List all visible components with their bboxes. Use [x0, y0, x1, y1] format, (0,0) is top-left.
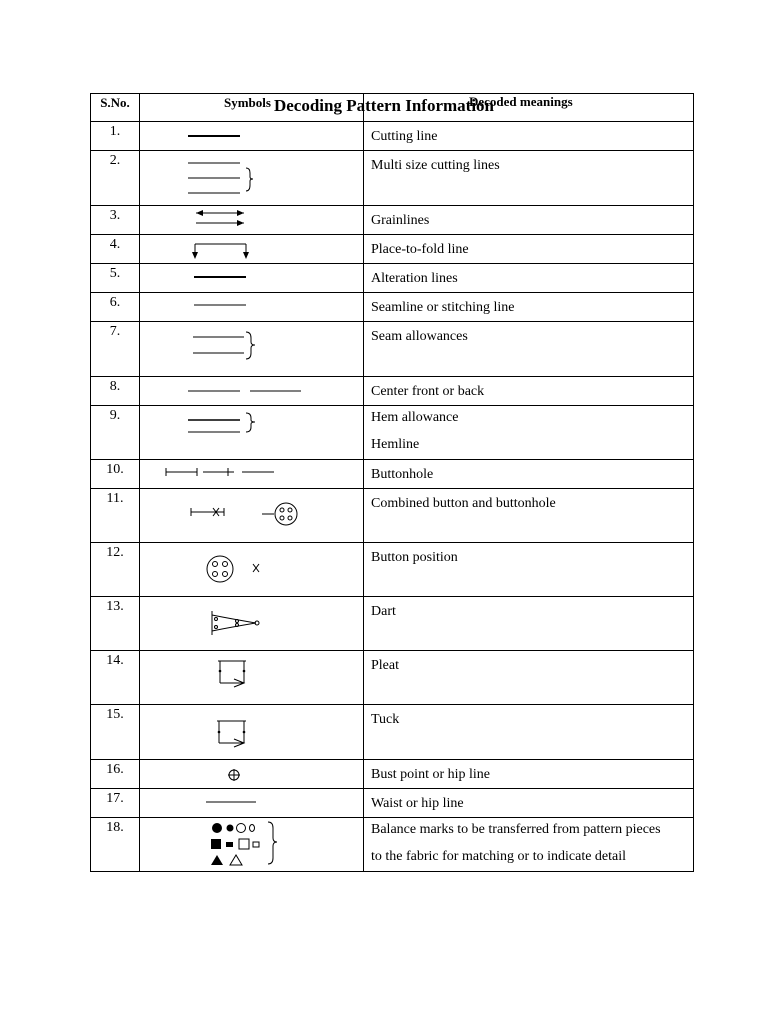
meaning-text: Hemline — [371, 437, 420, 452]
header-sno: S.No. — [91, 94, 140, 122]
place-to-fold-icon — [140, 235, 363, 261]
row-number: 13. — [91, 597, 140, 651]
meaning-text: Alteration lines — [371, 271, 458, 286]
seamline-icon — [140, 293, 363, 319]
alteration-lines-icon — [140, 264, 363, 290]
meaning-text: Multi size cutting lines — [371, 158, 500, 173]
pattern-table — [90, 93, 694, 872]
meaning-cell — [364, 264, 694, 293]
table-row — [91, 818, 694, 872]
dart-icon — [140, 597, 363, 650]
row-number: 1. — [91, 122, 140, 151]
meaning-text: Seamline or stitching line — [371, 300, 515, 315]
button-position-icon — [140, 543, 363, 596]
bust-point-icon — [140, 760, 363, 786]
multi-size-lines-icon — [140, 151, 363, 205]
table-row — [91, 264, 694, 293]
cutting-line-icon — [140, 122, 363, 148]
row-number: 10. — [91, 460, 140, 489]
row-number: 2. — [91, 151, 140, 206]
center-front-back-icon — [140, 377, 363, 403]
row-number: 18. — [91, 818, 140, 872]
meaning-cell — [364, 293, 694, 322]
meaning-cell — [364, 760, 694, 789]
row-number: 9. — [91, 406, 140, 460]
meaning-cell — [364, 151, 694, 206]
pleat-icon — [140, 651, 363, 704]
table-row — [91, 122, 694, 151]
row-number: 5. — [91, 264, 140, 293]
meaning-text: Tuck — [371, 712, 400, 727]
symbol-cell — [140, 705, 364, 760]
symbol-cell — [140, 151, 364, 206]
meaning-cell — [364, 705, 694, 760]
meaning-cell — [364, 322, 694, 377]
meaning-cell — [364, 489, 694, 543]
table-row — [91, 235, 694, 264]
table-row — [91, 406, 694, 460]
meaning-text: Place-to-fold line — [371, 242, 469, 257]
meaning-cell — [364, 235, 694, 264]
row-number: 7. — [91, 322, 140, 377]
symbol-cell — [140, 235, 364, 264]
table-row — [91, 789, 694, 818]
meaning-text: Cutting line — [371, 129, 438, 144]
header-row — [91, 94, 694, 122]
meaning-text: to the fabric for matching or to indicate detail — [371, 849, 627, 864]
meaning-text: Pleat — [371, 658, 399, 673]
seam-allowance-icon — [140, 322, 363, 376]
meaning-text: Button position — [371, 550, 458, 565]
meaning-text: Waist or hip line — [371, 796, 464, 811]
meaning-text: Dart — [371, 604, 396, 619]
symbol-cell — [140, 489, 364, 543]
symbol-cell — [140, 322, 364, 377]
row-number: 4. — [91, 235, 140, 264]
symbol-cell — [140, 206, 364, 235]
meaning-text: Buttonhole — [371, 467, 434, 482]
row-number: 16. — [91, 760, 140, 789]
row-number: 11. — [91, 489, 140, 543]
tuck-icon — [140, 705, 363, 759]
button-and-buttonhole-icon — [140, 489, 363, 542]
row-number: 3. — [91, 206, 140, 235]
meaning-text: Seam allowances — [371, 329, 468, 344]
meaning-cell — [364, 406, 694, 460]
meaning-cell — [364, 206, 694, 235]
meaning-cell — [364, 543, 694, 597]
table-row — [91, 651, 694, 705]
symbol-cell — [140, 264, 364, 293]
table-row — [91, 543, 694, 597]
meaning-cell — [364, 597, 694, 651]
meaning-cell — [364, 377, 694, 406]
row-number: 15. — [91, 705, 140, 760]
symbol-cell — [140, 293, 364, 322]
meaning-text: Bust point or hip line — [371, 767, 490, 782]
meaning-text: Center front or back — [371, 384, 485, 399]
table-row — [91, 760, 694, 789]
symbol-cell — [140, 543, 364, 597]
table-row — [91, 293, 694, 322]
meaning-text: Combined button and buttonhole — [371, 496, 556, 511]
grainline-arrow-icon — [140, 206, 363, 232]
symbol-cell — [140, 406, 364, 460]
buttonhole-icon — [140, 460, 363, 486]
meaning-cell — [364, 651, 694, 705]
table-row — [91, 206, 694, 235]
table-row — [91, 597, 694, 651]
hem-allowance-icon — [140, 406, 363, 459]
balance-marks-icon — [140, 818, 363, 871]
symbol-cell — [140, 377, 364, 406]
meaning-text: Hem allowance — [371, 410, 459, 425]
table-row — [91, 151, 694, 206]
meaning-cell — [364, 789, 694, 818]
meaning-cell — [364, 818, 694, 872]
table-row — [91, 705, 694, 760]
meaning-cell — [364, 460, 694, 489]
meaning-text: Grainlines — [371, 213, 430, 228]
table-row — [91, 460, 694, 489]
meaning-text: Balance marks to be transferred from pattern pieces — [371, 822, 661, 837]
waist-hip-line-icon — [140, 789, 363, 815]
symbol-cell — [140, 760, 364, 789]
symbol-cell — [140, 651, 364, 705]
symbol-cell — [140, 818, 364, 872]
table-row — [91, 322, 694, 377]
table-row — [91, 489, 694, 543]
symbol-cell — [140, 460, 364, 489]
table-row — [91, 377, 694, 406]
row-number: 12. — [91, 543, 140, 597]
row-number: 6. — [91, 293, 140, 322]
page-title: Decoding Pattern Information — [273, 96, 495, 115]
row-number: 8. — [91, 377, 140, 406]
row-number: 17. — [91, 789, 140, 818]
meaning-cell — [364, 122, 694, 151]
symbol-cell — [140, 789, 364, 818]
header-meanings: Decoded meanings — [364, 94, 694, 122]
symbol-cell — [140, 122, 364, 151]
header-symbols: Symbols — [140, 94, 364, 122]
row-number: 14. — [91, 651, 140, 705]
symbol-cell — [140, 597, 364, 651]
